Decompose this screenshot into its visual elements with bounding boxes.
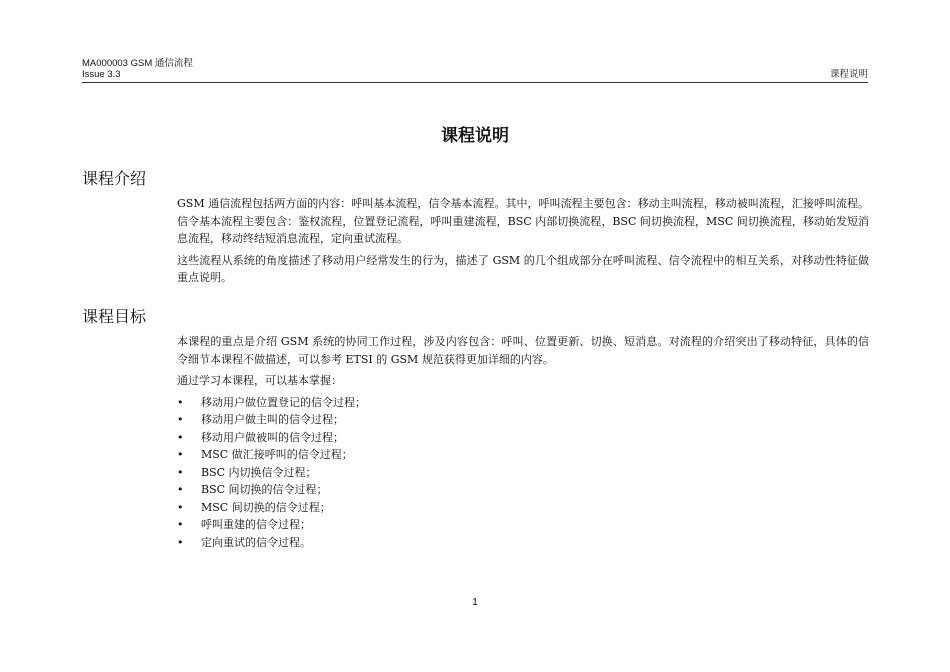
list-item: • BSC 间切换的信令过程； [177, 481, 869, 499]
issue-label: Issue 3.3 [82, 69, 121, 80]
list-item: • MSC 间切换的信令过程； [177, 499, 869, 517]
section-heading-intro: 课程介绍 [82, 169, 147, 188]
section-heading-goals: 课程目标 [82, 307, 147, 326]
intro-body [177, 195, 869, 291]
intro-paragraph-2: 这些流程从系统的角度描述了移动用户经常发生的行为，描述了 GSM 的几个组成部分在呼叫流程、信令流程中的相互关系，对移动性特征做重点说明。 [177, 253, 869, 284]
list-item: • 移动用户做被叫的信令过程； [177, 429, 869, 447]
intro-paragraph-1: GSM 通信流程包括两方面的内容：呼叫基本流程，信令基本流程。其中，呼叫流程主要包含：移动主叫流程，移动被叫流程，汇接呼叫流程。信令基本流程主要包含：鉴权流程，位置登记流程，呼叫重建流程，BSC 内部切换流程，BSC 间切换流程，MSC 间切换流程，移动始发短消息流程，移动终结短消息流程，定向重试流程。 [177, 197, 869, 245]
page-title: 课程说明 [441, 126, 509, 146]
header-left [82, 58, 193, 80]
page-number: 1 [472, 597, 478, 608]
doc-id: MA000003 GSM 通信流程 [82, 58, 193, 69]
page-header [82, 58, 868, 83]
list-item: • MSC 做汇接呼叫的信令过程； [177, 446, 869, 464]
goals-body [177, 333, 869, 551]
goals-paragraph-2: 通过学习本课程，可以基本掌握： [177, 374, 342, 387]
list-item: • 呼叫重建的信令过程； [177, 516, 869, 534]
goals-list [177, 394, 869, 552]
list-item: • BSC 内切换信令过程； [177, 464, 869, 482]
goals-paragraph-1: 本课程的重点是介绍 GSM 系统的协同工作过程，涉及内容包含：呼叫、位置更新、切换、短消息。对流程的介绍突出了移动特征，具体的信令细节本课程不做描述，可以参考 ETSI 的 GSM 规范获得更加详细的内容。 [177, 335, 869, 366]
header-section-title: 课程说明 [829, 69, 868, 80]
list-item: • 移动用户做位置登记的信令过程； [177, 394, 869, 412]
list-item: • 移动用户做主叫的信令过程； [177, 411, 869, 429]
list-item: • 定向重试的信令过程。 [177, 534, 869, 552]
